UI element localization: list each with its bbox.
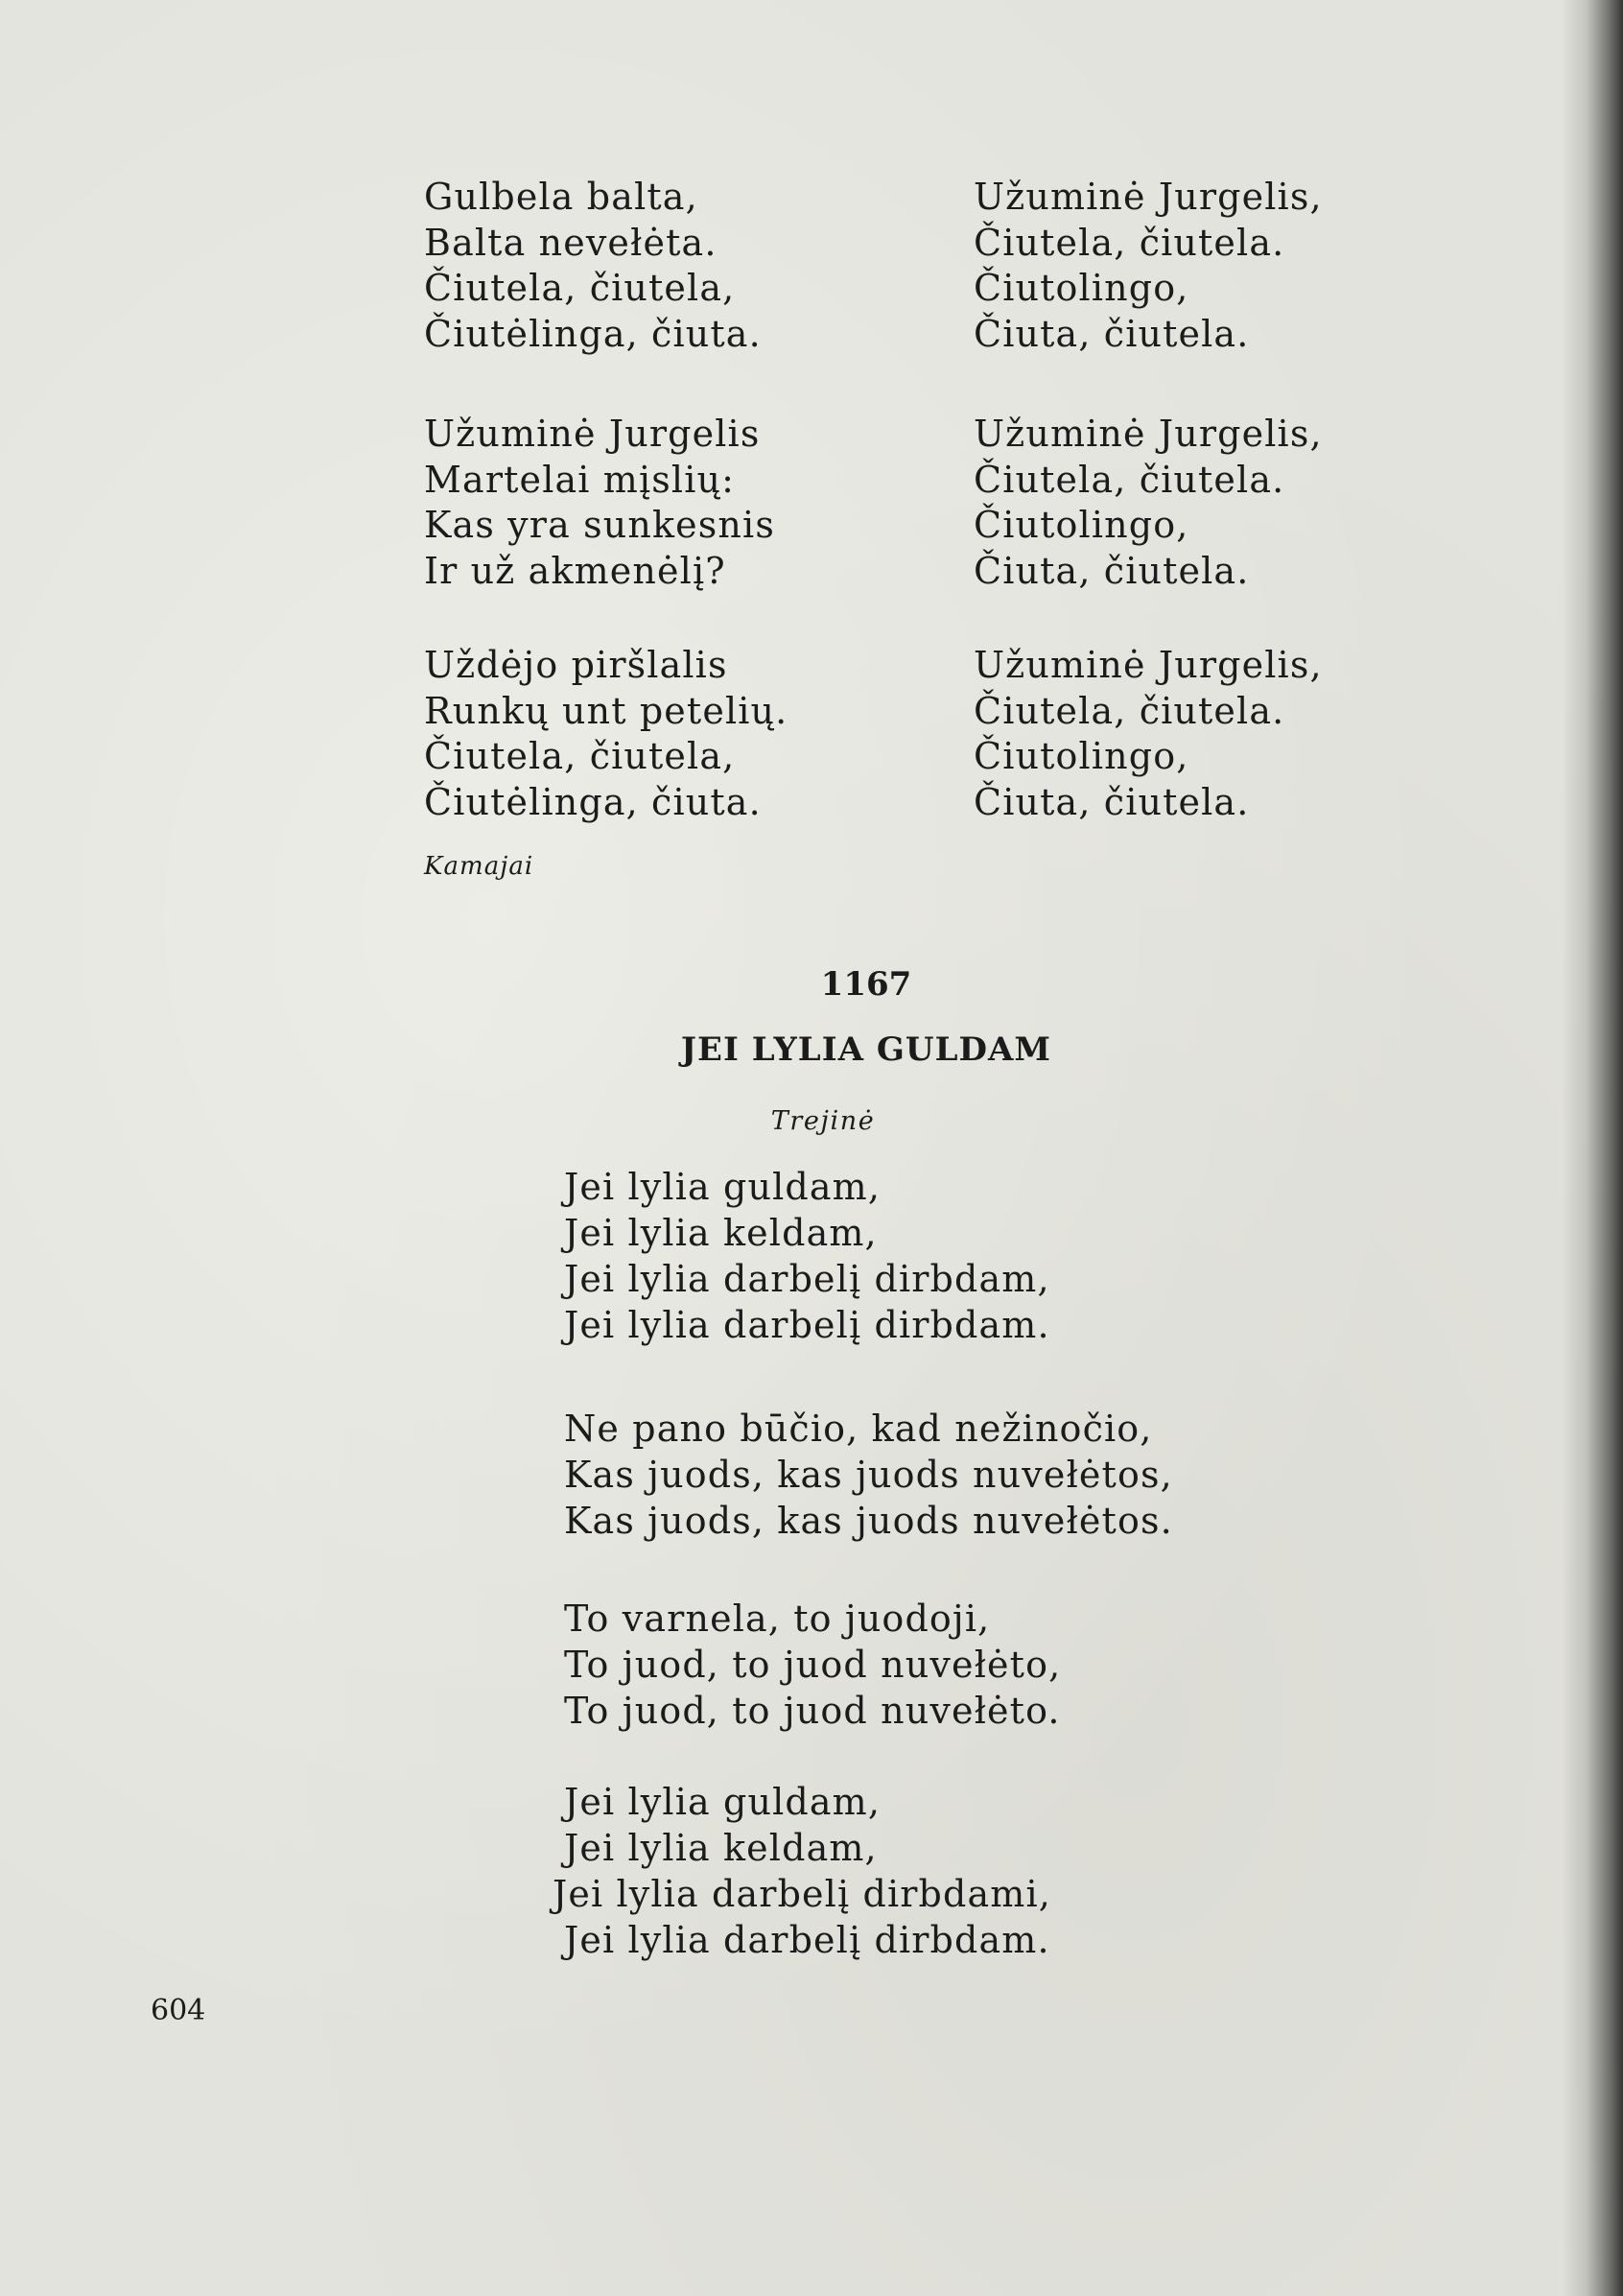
verse-line: Kas juods, kas juods nuvełėtos. (564, 1500, 1173, 1542)
verse-line: Čiutela, čiutela, (424, 267, 736, 309)
verse-line: Čiutela, čiutela. (974, 689, 1285, 732)
stanza-right-1 (974, 175, 1323, 357)
verse-line: Kas yra sunkesnis (424, 504, 775, 546)
stanza-right-3 (974, 643, 1323, 825)
song-subtitle: Trejinė (770, 1106, 876, 1136)
song-stanza-1 (564, 1164, 1050, 1348)
song-number: 1167 (820, 965, 912, 1004)
song-title: JEI LYLIA GULDAM (680, 1030, 1052, 1069)
verse-line: Čiutela, čiutela. (974, 458, 1285, 501)
stanza-right-2 (974, 412, 1323, 594)
verse-line: Jei lylia keldam, (564, 1827, 878, 1869)
song-stanza-3 (564, 1596, 1061, 1734)
verse-line: To varnela, to juodoji, (564, 1598, 991, 1640)
verse-line: Martelai mįslių: (424, 458, 736, 501)
page-number: 604 (151, 1994, 206, 2027)
verse-line: Jei lylia darbelį dirbdam. (564, 1304, 1050, 1346)
verse-line: Jei lylia keldam, (564, 1212, 878, 1254)
stanza-left-1 (424, 175, 762, 357)
verse-line: Ir už akmenėlį? (424, 549, 726, 592)
verse-line: Užuminė Jurgelis, (974, 413, 1323, 455)
verse-line: Jei lylia guldam, (564, 1166, 882, 1208)
verse-line: Jei lylia darbelį dirbdam, (564, 1258, 1050, 1300)
verse-line: Jei lylia darbelį dirbdam. (564, 1919, 1050, 1961)
verse-line: Balta nevełėta. (424, 221, 717, 264)
stanza-left-3 (424, 643, 788, 825)
binding-shadow (1562, 0, 1623, 2296)
recording-location: Kamajai (424, 852, 534, 881)
verse-line: Kas juods, kas juods nuvełėtos, (564, 1454, 1173, 1496)
verse-line: Čiutolingo, (974, 267, 1189, 309)
verse-line: Ne pano būčio, kad nežinočio, (564, 1408, 1153, 1450)
verse-line: Čiuta, čiutela. (974, 549, 1250, 592)
verse-line: Užuminė Jurgelis (424, 413, 761, 455)
verse-line: Jei lylia guldam, (564, 1781, 882, 1823)
verse-line: Čiutolingo, (974, 735, 1189, 777)
stanza-left-2 (424, 412, 775, 594)
verse-line: To juod, to juod nuvełėto. (564, 1690, 1061, 1732)
verse-line: Čiutela, čiutela. (974, 221, 1285, 264)
verse-line: To juod, to juod nuvełėto, (564, 1644, 1062, 1686)
verse-line: Užuminė Jurgelis, (974, 644, 1323, 686)
verse-line: Čiutėlinga, čiuta. (424, 780, 762, 823)
verse-line: Čiuta, čiutela. (974, 312, 1250, 355)
verse-line: Čiuta, čiutela. (974, 780, 1250, 823)
verse-line: Užuminė Jurgelis, (974, 176, 1323, 218)
verse-line: Uždėjo piršlalis (424, 644, 728, 686)
verse-line: Čiutolingo, (974, 504, 1189, 546)
verse-line: Čiutela, čiutela, (424, 735, 736, 777)
verse-line: Runkų unt petelių. (424, 689, 788, 732)
song-stanza-2 (564, 1406, 1173, 1544)
song-stanza-4 (553, 1779, 1051, 1963)
verse-line: Čiutėlinga, čiuta. (424, 312, 762, 355)
verse-line: Jei lylia darbelį dirbdami, (553, 1873, 1051, 1915)
verse-line: Gulbela balta, (424, 176, 698, 218)
